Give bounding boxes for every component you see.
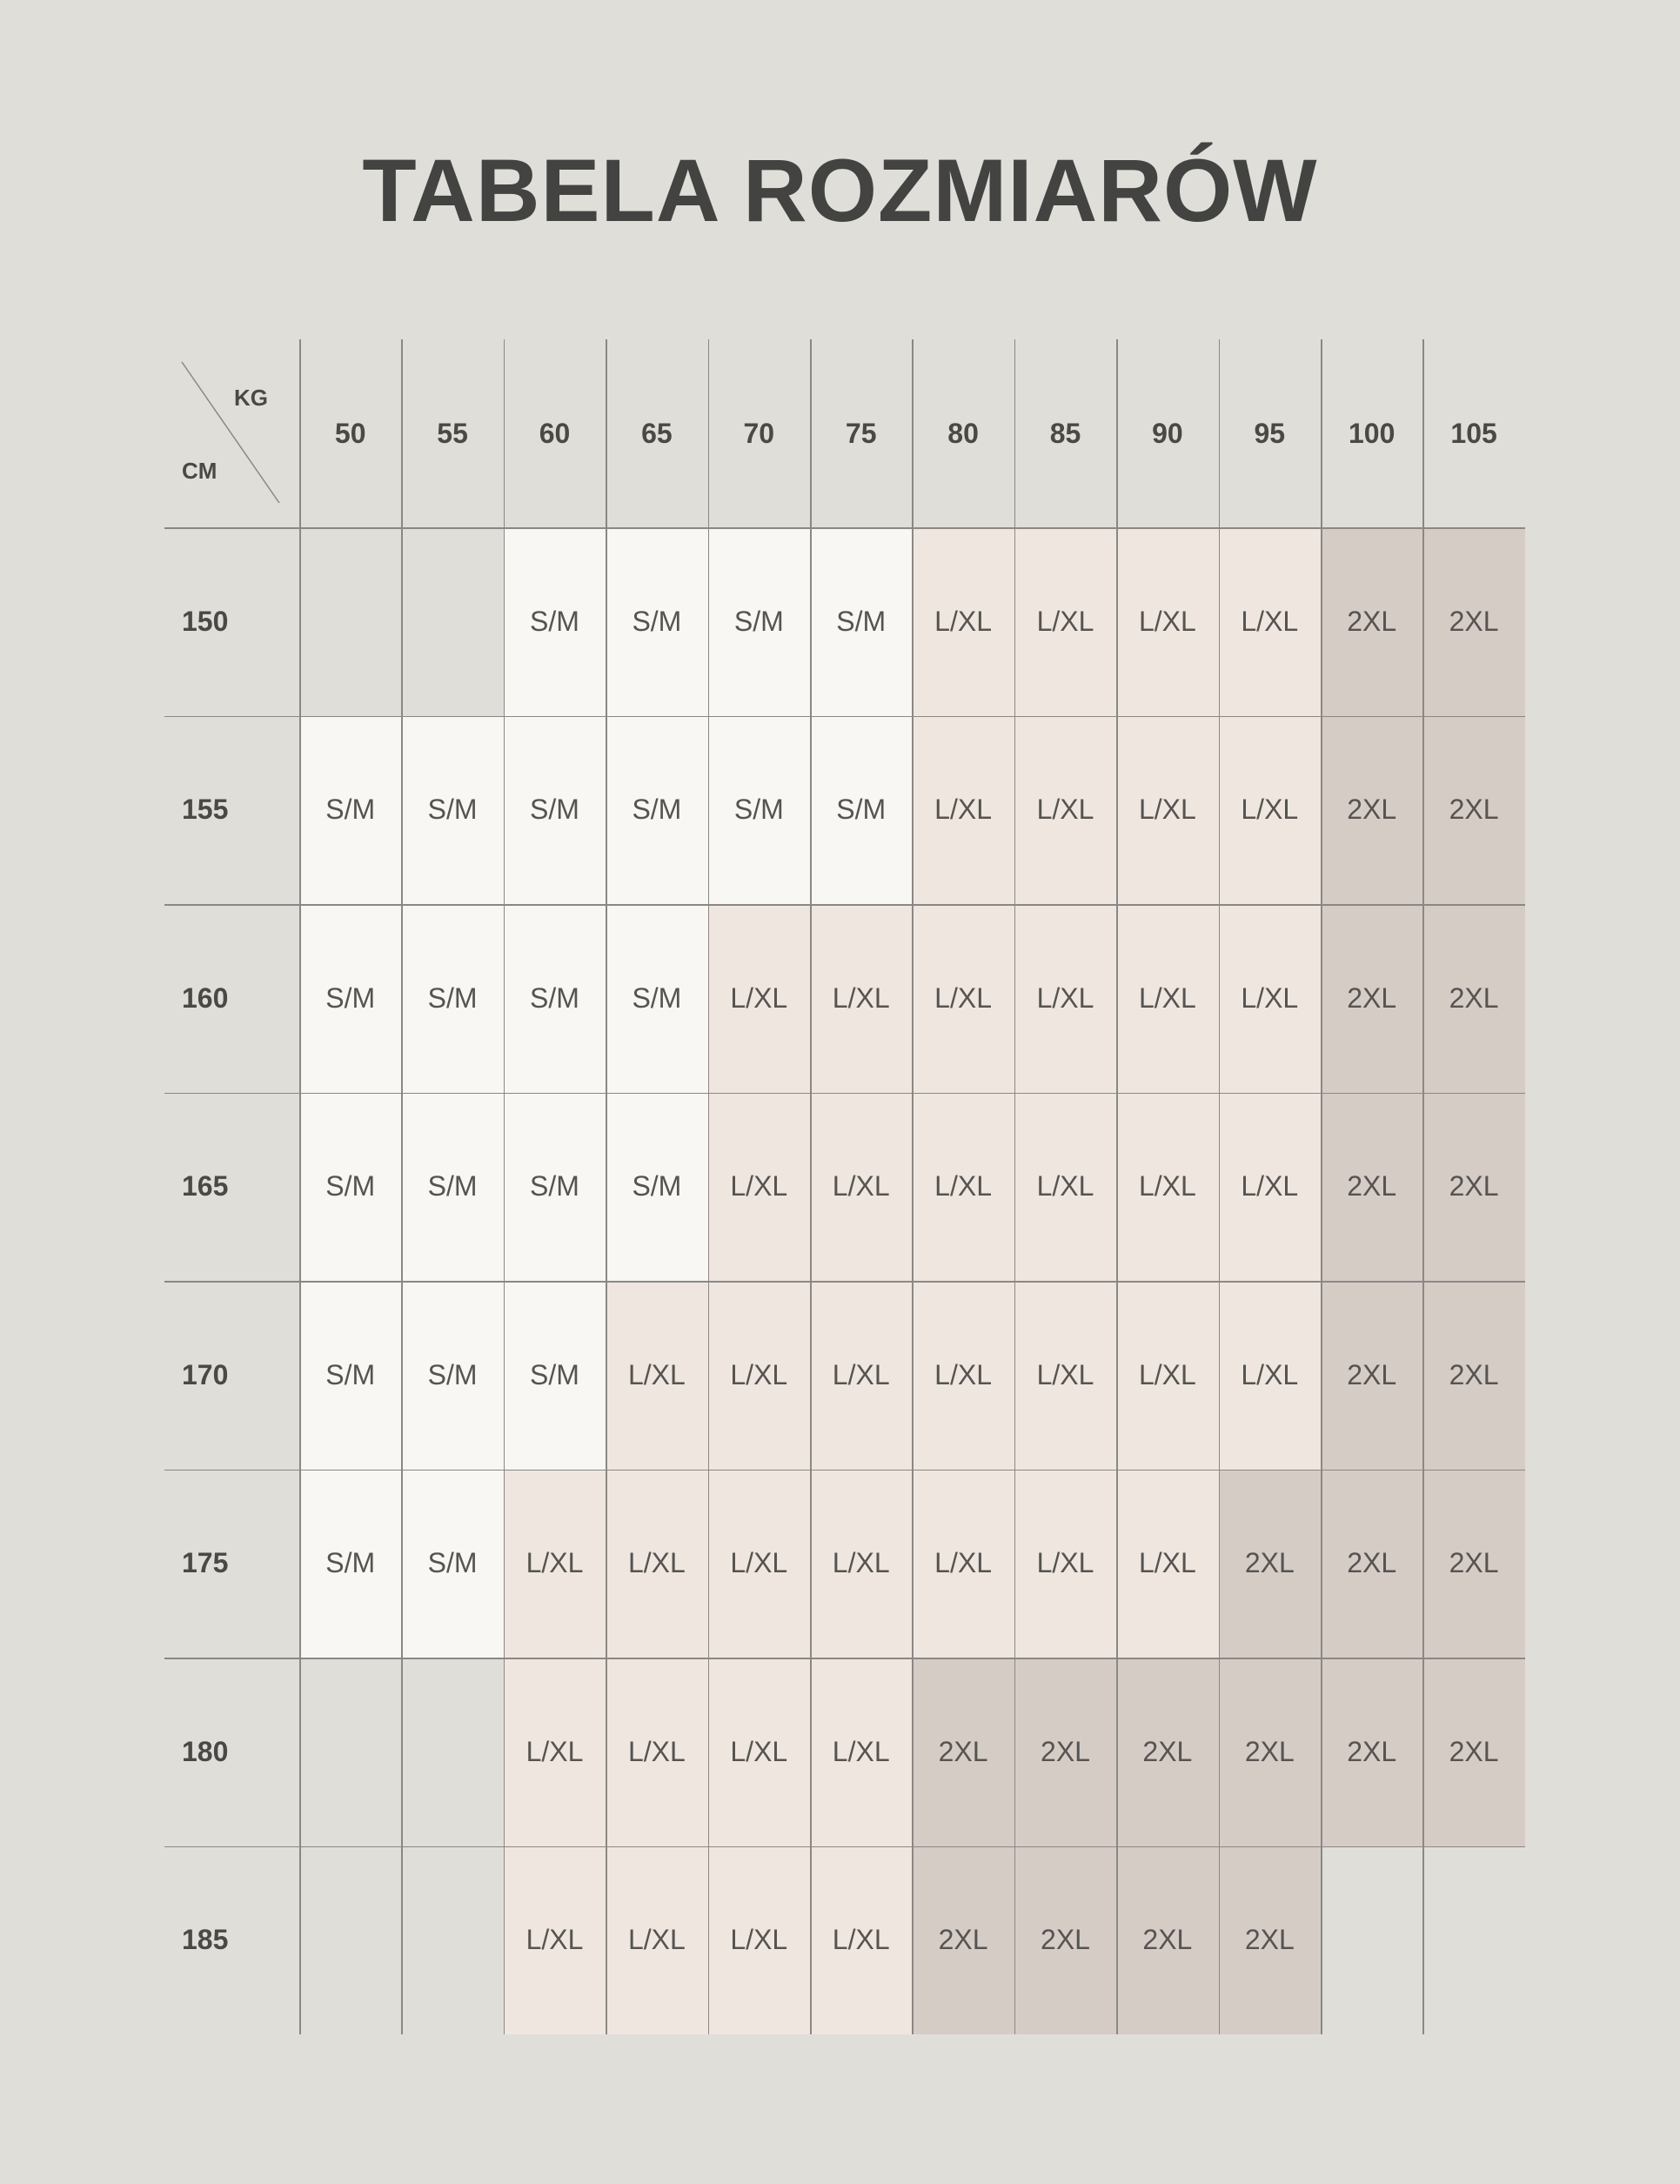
size-cell: L/XL xyxy=(606,1470,707,1658)
size-cell: 2XL xyxy=(1014,1658,1116,1846)
corner-cm-label: CM xyxy=(182,458,218,484)
size-cell: S/M xyxy=(606,716,707,905)
size-cell: S/M xyxy=(810,716,912,905)
size-cell: 2XL xyxy=(1422,904,1524,1093)
size-cell xyxy=(299,527,401,716)
size-cell: L/XL xyxy=(810,1846,912,2035)
size-cell: S/M xyxy=(401,716,503,905)
grid-line-vertical xyxy=(1422,339,1424,2034)
size-cell: L/XL xyxy=(1116,1281,1218,1470)
size-cell: L/XL xyxy=(504,1846,606,2035)
size-cell: L/XL xyxy=(912,904,1014,1093)
row-header-cm: 180 xyxy=(182,1735,229,1767)
grid-line-vertical xyxy=(1321,339,1322,2034)
size-cell: S/M xyxy=(504,904,606,1093)
grid-line-horizontal xyxy=(164,716,1525,718)
grid-line-vertical xyxy=(1219,339,1221,2034)
grid-line-vertical xyxy=(504,339,505,2034)
size-cell: S/M xyxy=(606,904,707,1093)
grid-line-vertical xyxy=(810,339,812,2034)
size-cell: 2XL xyxy=(1422,1281,1524,1470)
row-header-cm: 155 xyxy=(182,794,229,826)
size-cell: L/XL xyxy=(1219,527,1321,716)
size-cell: S/M xyxy=(708,527,810,716)
size-cell: L/XL xyxy=(1014,1281,1116,1470)
size-cell: 2XL xyxy=(1219,1470,1321,1658)
column-header-kg: 85 xyxy=(1049,417,1081,449)
row-header-cm: 170 xyxy=(182,1358,229,1390)
size-cell: 2XL xyxy=(1321,1281,1422,1470)
size-cell xyxy=(401,527,503,716)
column-header-kg: 105 xyxy=(1450,417,1497,449)
size-cell: S/M xyxy=(504,716,606,905)
size-cell: 2XL xyxy=(1422,1658,1524,1846)
size-cell: S/M xyxy=(606,1093,707,1282)
column-header-kg: 90 xyxy=(1152,417,1183,449)
grid-line-horizontal xyxy=(164,904,1525,906)
size-cell: L/XL xyxy=(1014,527,1116,716)
size-cell: L/XL xyxy=(810,1658,912,1846)
size-cell: L/XL xyxy=(606,1658,707,1846)
size-cell: L/XL xyxy=(1116,716,1218,905)
size-cell: 2XL xyxy=(1321,716,1422,905)
grid-line-horizontal xyxy=(164,1093,1525,1095)
size-cell xyxy=(401,1846,503,2035)
corner-diagonal-divider xyxy=(164,339,299,513)
size-cell: S/M xyxy=(299,904,401,1093)
size-cell: S/M xyxy=(299,1093,401,1282)
row-header-cm: 185 xyxy=(182,1924,229,1956)
size-cell: S/M xyxy=(401,1470,503,1658)
size-cell: 2XL xyxy=(912,1846,1014,2035)
grid-line-vertical xyxy=(299,339,301,2034)
size-cell: 2XL xyxy=(1116,1846,1218,2035)
column-header-kg: 70 xyxy=(743,417,775,449)
size-cell: L/XL xyxy=(810,1470,912,1658)
size-cell xyxy=(299,1846,401,2035)
column-header-kg: 95 xyxy=(1254,417,1286,449)
size-cell: L/XL xyxy=(708,1470,810,1658)
size-cell xyxy=(1422,1846,1524,2035)
column-header-kg: 65 xyxy=(641,417,673,449)
grid-line-vertical xyxy=(606,339,607,2034)
size-cell: S/M xyxy=(504,1093,606,1282)
size-cell: L/XL xyxy=(1014,1093,1116,1282)
size-cell: L/XL xyxy=(912,1470,1014,1658)
size-cell: L/XL xyxy=(1116,1093,1218,1282)
grid-line-horizontal xyxy=(164,1281,1525,1283)
size-cell: 2XL xyxy=(1321,527,1422,716)
size-cell: L/XL xyxy=(606,1846,707,2035)
size-cell: S/M xyxy=(401,904,503,1093)
size-cell: L/XL xyxy=(708,1093,810,1282)
row-header-cm: 150 xyxy=(182,605,229,637)
size-cell: L/XL xyxy=(1219,1093,1321,1282)
size-cell: S/M xyxy=(299,716,401,905)
grid-line-horizontal xyxy=(164,527,1525,529)
grid-line-vertical xyxy=(401,339,403,2034)
row-header-cm: 165 xyxy=(182,1170,229,1203)
size-cell: 2XL xyxy=(1014,1846,1116,2035)
size-chart-table xyxy=(164,339,1525,2034)
size-cell: L/XL xyxy=(912,1281,1014,1470)
size-cell: L/XL xyxy=(1116,1470,1218,1658)
row-header-cm: 175 xyxy=(182,1547,229,1579)
size-cell: 2XL xyxy=(1321,1093,1422,1282)
size-cell xyxy=(1321,1846,1422,2035)
size-cell: L/XL xyxy=(810,904,912,1093)
size-cell: L/XL xyxy=(1116,527,1218,716)
size-cell: L/XL xyxy=(1014,904,1116,1093)
size-cell: 2XL xyxy=(1422,1093,1524,1282)
size-cell: L/XL xyxy=(1116,904,1218,1093)
grid-line-horizontal xyxy=(164,1470,1525,1471)
size-cell: L/XL xyxy=(1219,904,1321,1093)
size-cell: L/XL xyxy=(1014,716,1116,905)
size-cell: 2XL xyxy=(1321,1470,1422,1658)
size-cell: 2XL xyxy=(1116,1658,1218,1846)
size-cell xyxy=(299,1658,401,1846)
size-cell: S/M xyxy=(299,1470,401,1658)
size-cell: L/XL xyxy=(912,716,1014,905)
size-cell: S/M xyxy=(810,527,912,716)
grid-line-horizontal xyxy=(164,1846,1525,1848)
size-cell: L/XL xyxy=(1219,1281,1321,1470)
grid-line-vertical xyxy=(1014,339,1016,2034)
size-cell: 2XL xyxy=(1321,1658,1422,1846)
size-cell: L/XL xyxy=(912,1093,1014,1282)
column-header-kg: 60 xyxy=(539,417,571,449)
size-cell: L/XL xyxy=(708,1281,810,1470)
size-cell: L/XL xyxy=(1014,1470,1116,1658)
size-cell xyxy=(401,1658,503,1846)
size-cell: S/M xyxy=(401,1093,503,1282)
grid-line-vertical xyxy=(708,339,710,2034)
size-cell: L/XL xyxy=(606,1281,707,1470)
column-header-kg: 100 xyxy=(1349,417,1396,449)
corner-kg-label: KG xyxy=(234,385,268,411)
size-cell: L/XL xyxy=(810,1093,912,1282)
size-cell: 2XL xyxy=(1422,716,1524,905)
column-header-kg: 75 xyxy=(845,417,877,449)
column-header-kg: 80 xyxy=(947,417,979,449)
size-cell: 2XL xyxy=(1422,1470,1524,1658)
size-cell: L/XL xyxy=(1219,716,1321,905)
column-header-kg: 50 xyxy=(334,417,366,449)
size-cell: L/XL xyxy=(708,1846,810,2035)
size-cell: S/M xyxy=(708,716,810,905)
page-title: TABELA ROZMIARÓW xyxy=(362,141,1318,240)
column-header-kg: 55 xyxy=(437,417,468,449)
size-cell: 2XL xyxy=(1422,527,1524,716)
size-cell: S/M xyxy=(606,527,707,716)
size-cell: S/M xyxy=(504,1281,606,1470)
size-cell: 2XL xyxy=(912,1658,1014,1846)
size-cell: L/XL xyxy=(504,1658,606,1846)
size-cell: S/M xyxy=(299,1281,401,1470)
size-cell: L/XL xyxy=(708,1658,810,1846)
size-cell: 2XL xyxy=(1219,1846,1321,2035)
grid-line-vertical xyxy=(1116,339,1118,2034)
row-header-cm: 160 xyxy=(182,981,229,1014)
size-cell: S/M xyxy=(504,527,606,716)
size-cell: L/XL xyxy=(912,527,1014,716)
size-cell: L/XL xyxy=(504,1470,606,1658)
grid-line-vertical xyxy=(912,339,914,2034)
grid-line-horizontal xyxy=(164,1658,1525,1659)
size-cell: 2XL xyxy=(1321,904,1422,1093)
size-cell: 2XL xyxy=(1219,1658,1321,1846)
size-cell: S/M xyxy=(401,1281,503,1470)
size-cell: L/XL xyxy=(708,904,810,1093)
size-cell: L/XL xyxy=(810,1281,912,1470)
